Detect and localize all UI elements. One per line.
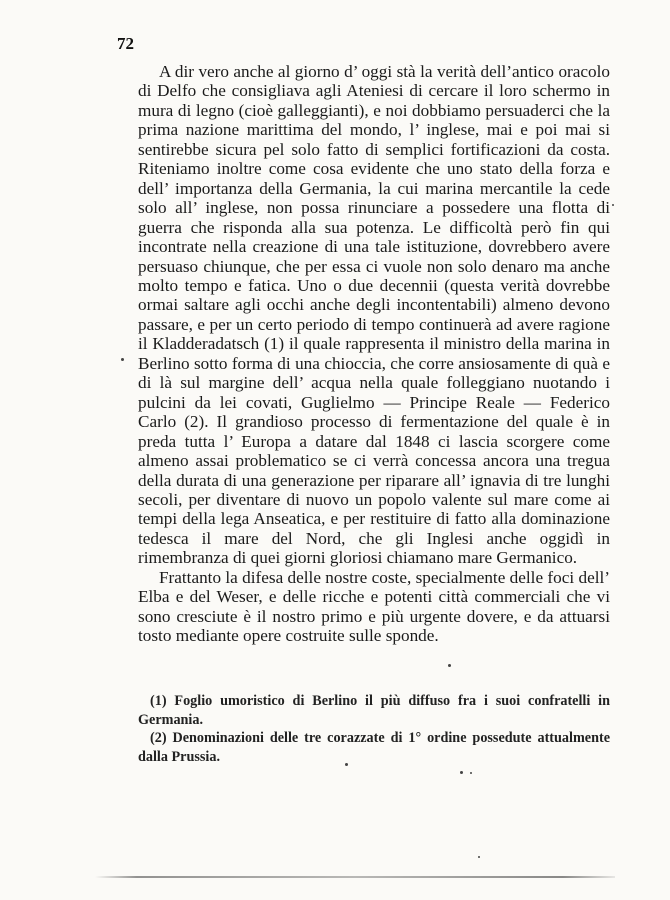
ink-speck [478, 856, 480, 858]
paragraph-2: Frattanto la difesa delle nostre coste, specialmente delle foci dell’ Elba e del Weser, e delle ricche e potenti città commerciali che vi sono cresciute è il nostro primo e più urgente dovere, e da attuarsi tosto mediante opere costruite sulle sponde. [138, 567, 610, 646]
page-number: 72 [117, 34, 134, 53]
footnote-2: (2) Denominazioni delle tre corazzate di 1° ordine possedute attualmente dalla Prussia. [138, 730, 610, 765]
body-text [138, 62, 610, 646]
ink-speck [121, 358, 124, 361]
ink-speck [345, 763, 348, 766]
footnotes [138, 692, 610, 766]
ink-speck [460, 771, 463, 774]
footnote-1: (1) Foglio umoristico di Berlino il più diffuso fra i suoi confratelli in Germania. [138, 693, 610, 728]
ink-speck [448, 664, 451, 667]
page-edge-line [95, 876, 615, 878]
ink-speck [470, 772, 472, 774]
ink-speck [612, 204, 614, 206]
paragraph-1: A dir vero anche al giorno d’ oggi stà la verità dell’antico oracolo di Delfo che consigliava agli Ateniesi di cercare il loro schermo in mura di legno (cioè galleggianti), e noi dobbiamo persuaderci che la prima nazione marittima del mondo, l’ inglese, mai e poi mai si sentirebbe sicura pel solo fatto di semplici fortificazioni da costa. Riteniamo inoltre come cosa evidente che uno stato della forza e dell’ importanza della Germania, la cui marina mercantile la cede solo all’ inglese, non possa rinunciare a possedere una flotta di guerra che risponda alla sua potenza. Le difficoltà però fin qui incontrate nella creazione di una tale istituzione, dovrebbero avere persuaso chiunque, che per essa ci vuole non solo denaro ma anche molto tempo e fatica. Uno o due decennii (questa verità dovrebbe ormai saltare agli occhi anche degli incontentabili) almeno devono passare, e per un certo periodo di tempo continuerà ad avere ragione il Kladderadatsch (1) il quale rappresenta il ministro della marina in Berlino sotto forma di una chioccia, che corre ansiosamente di quà e di là sul margine dell’ acqua nella quale folleggiano nuotando i pulcini da lei covati, Guglielmo — Principe Reale — Federico Carlo (2). Il grandioso processo di fermentazione del quale è in preda tutta l’ Europa a datare dal 1848 ci lascia scorgere come almeno assai problematico se ci verrà concessa ancora una tregua della durata di una generazione per riparare all’ ignavia di tre lunghi secoli, per diventare di nuovo un popolo valente sul mare come ai tempi della lega Anseatica, e per restituire di fatto alla dominazione tedesca il mare del Nord, che gli Inglesi anche oggidì in rimembranza di quei giorni gloriosi chiamano mare Germanico. [138, 62, 610, 568]
